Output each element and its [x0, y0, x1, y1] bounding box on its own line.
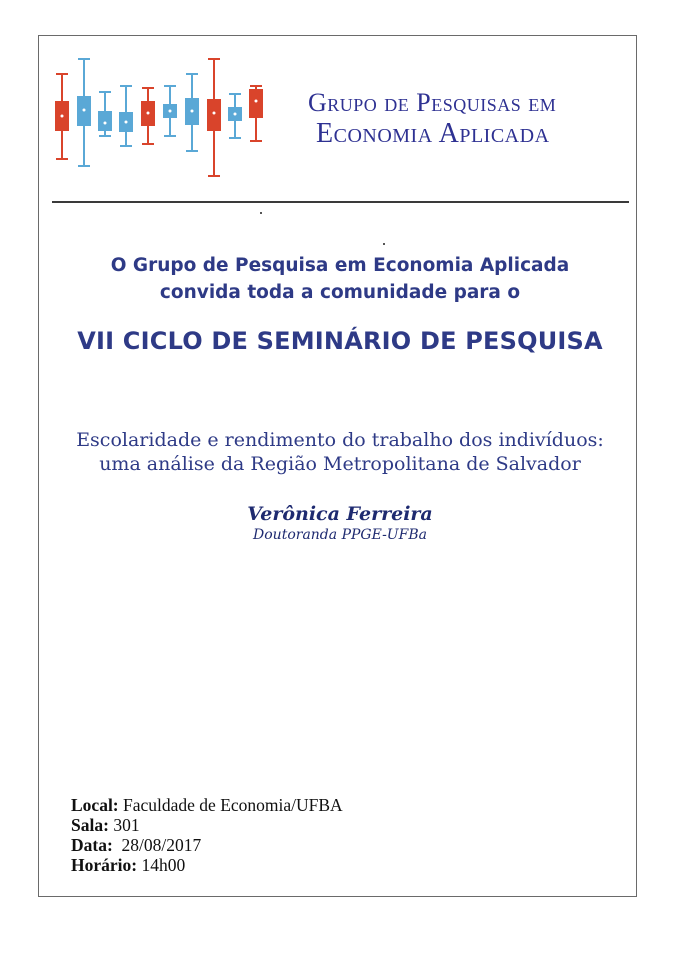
- speck: [383, 243, 385, 245]
- talk-title-line1: Escolaridade e rendimento do trabalho dos indivíduos:: [76, 429, 604, 451]
- invitation-line2: convida toda a comunidade para o: [159, 282, 521, 303]
- detail-data-label: Data:: [71, 835, 113, 855]
- detail-local: [71, 795, 343, 815]
- talk-title: [40, 428, 640, 476]
- detail-horario-label: Horário:: [71, 855, 138, 875]
- detail-horario-value: 14h00: [137, 855, 186, 875]
- event-details: [71, 795, 343, 875]
- talk-title-line2: uma análise da Região Metropolitana de Salvador: [99, 453, 581, 475]
- invitation-line1: O Grupo de Pesquisa em Economia Aplicada: [110, 255, 570, 276]
- group-name-line1: Grupo de Pesquisas em: [308, 88, 557, 117]
- invitation-text: [60, 252, 620, 306]
- group-name: [308, 88, 608, 150]
- detail-horario: [71, 855, 343, 875]
- event-title: VII CICLO DE SEMINÁRIO DE PESQUISA: [77, 327, 603, 355]
- speaker-affiliation: Doutoranda PPGE-UFBa: [253, 527, 427, 543]
- speaker-name: Verônica Ferreira: [247, 503, 433, 525]
- detail-sala-label: Sala:: [71, 815, 109, 835]
- detail-local-value: Faculdade de Economia/UFBA: [118, 795, 343, 815]
- header-divider: [52, 201, 629, 203]
- detail-data-value: 28/08/2017: [112, 835, 202, 855]
- boxplot-logo-icon: [52, 56, 268, 180]
- detail-data: [71, 835, 343, 855]
- detail-sala: [71, 815, 343, 835]
- speck: [260, 212, 262, 214]
- group-name-line2: Economia Aplicada: [316, 117, 550, 149]
- detail-local-label: Local:: [71, 795, 119, 815]
- detail-sala-value: 301: [108, 815, 140, 835]
